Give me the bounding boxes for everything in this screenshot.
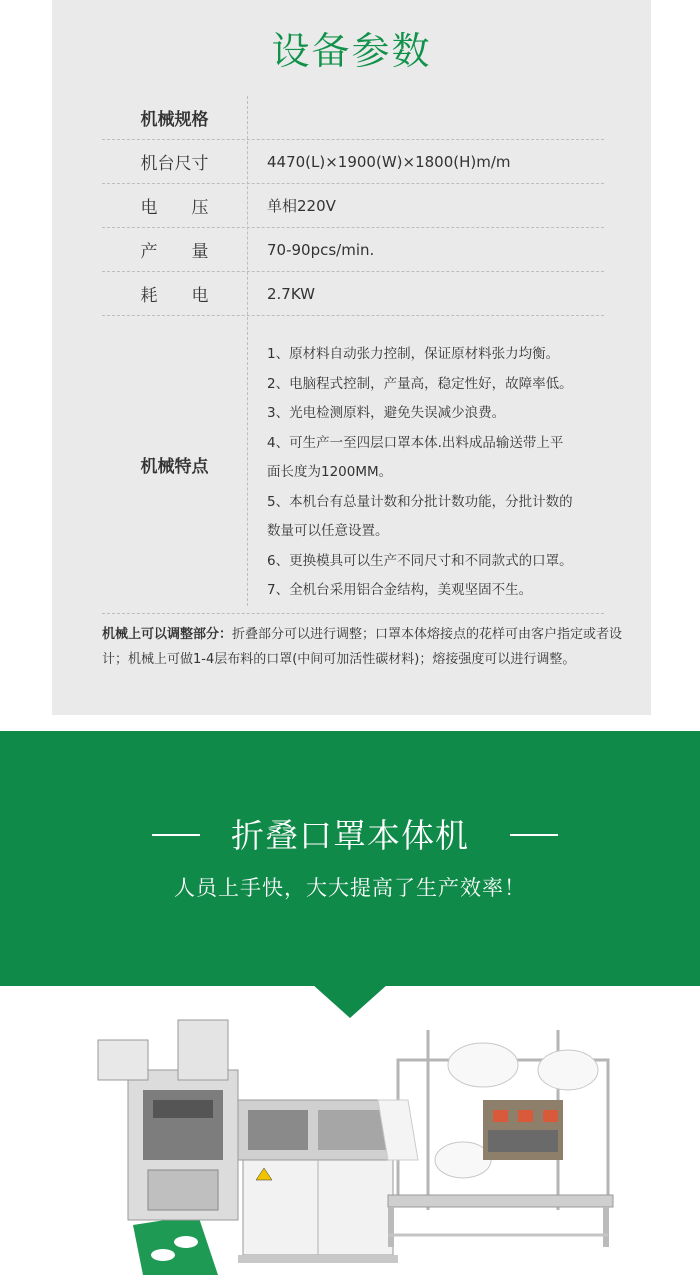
spec-value: 4470(L)×1900(W)×1800(H)m/m xyxy=(267,152,511,171)
feature-item: 1、原材料自动张力控制，保证原材料张力均衡。 xyxy=(267,346,560,362)
machine-image xyxy=(88,1010,618,1275)
note-label: 机械上可以调整部分： xyxy=(102,627,233,642)
spec-value: 单相220V xyxy=(267,197,336,215)
spec-row-size xyxy=(102,140,604,184)
conveyor xyxy=(133,1215,218,1275)
feature-item: 6、更换模具可以生产不同尺寸和不同款式的口罩。 xyxy=(267,552,573,569)
spec-panel xyxy=(52,0,651,715)
roll xyxy=(448,1043,518,1087)
spec-label: 机台尺寸 xyxy=(140,154,209,174)
green-banner xyxy=(0,731,700,986)
spec-row-features xyxy=(102,316,604,614)
feature-item: 3、光电检测原料，避免失误减少浪费。 xyxy=(267,405,506,421)
roll xyxy=(538,1050,598,1090)
spec-row-specification xyxy=(102,96,604,140)
banner-title: 折叠口罩本体机 xyxy=(231,816,469,855)
spec-value: 2.7KW xyxy=(267,284,315,303)
spec-label: 耗 电 xyxy=(140,286,209,306)
spec-row-output xyxy=(102,228,604,272)
spec-title: 设备参数 xyxy=(271,29,432,73)
feature-item: 2、电脑程式控制，产量高，稳定性好，故障率低。 xyxy=(267,375,573,392)
spec-label: 产 量 xyxy=(140,242,209,262)
adjustable-note xyxy=(102,622,642,672)
spec-row-voltage xyxy=(102,184,604,228)
spec-row-power xyxy=(102,272,604,316)
note-text: 折叠部分可以进行调整；口罩本体熔接点的花样可由客户指定或者设计；机械上可做1-4层布料的口罩(中间可加活性碳材料)；熔接强度可以进行调整。 xyxy=(102,627,623,667)
spec-value: 70-90pcs/min. xyxy=(267,240,375,259)
spec-label: 电 压 xyxy=(140,198,209,218)
spec-table xyxy=(102,96,604,614)
feature-item: 5、本机台有总量计数和分批计数功能，分批计数的 xyxy=(267,493,573,510)
banner-subtitle: 人员上手快，大大提高了生产效率！ xyxy=(174,876,526,900)
feature-item: 7、全机台采用铝合金结构，美观坚固不生。 xyxy=(267,582,533,598)
features-label: 机械特点 xyxy=(140,457,209,477)
spec-label: 机械规格 xyxy=(140,110,209,130)
features-list xyxy=(267,340,630,606)
feature-item: 4、可生产一至四层口罩本体.出料成品输送带上平 xyxy=(267,434,564,451)
spec-value xyxy=(267,96,604,139)
feature-item: 面长度为1200MM。 xyxy=(267,464,393,480)
roll xyxy=(435,1142,491,1178)
feature-item: 数量可以任意设置。 xyxy=(267,523,389,539)
